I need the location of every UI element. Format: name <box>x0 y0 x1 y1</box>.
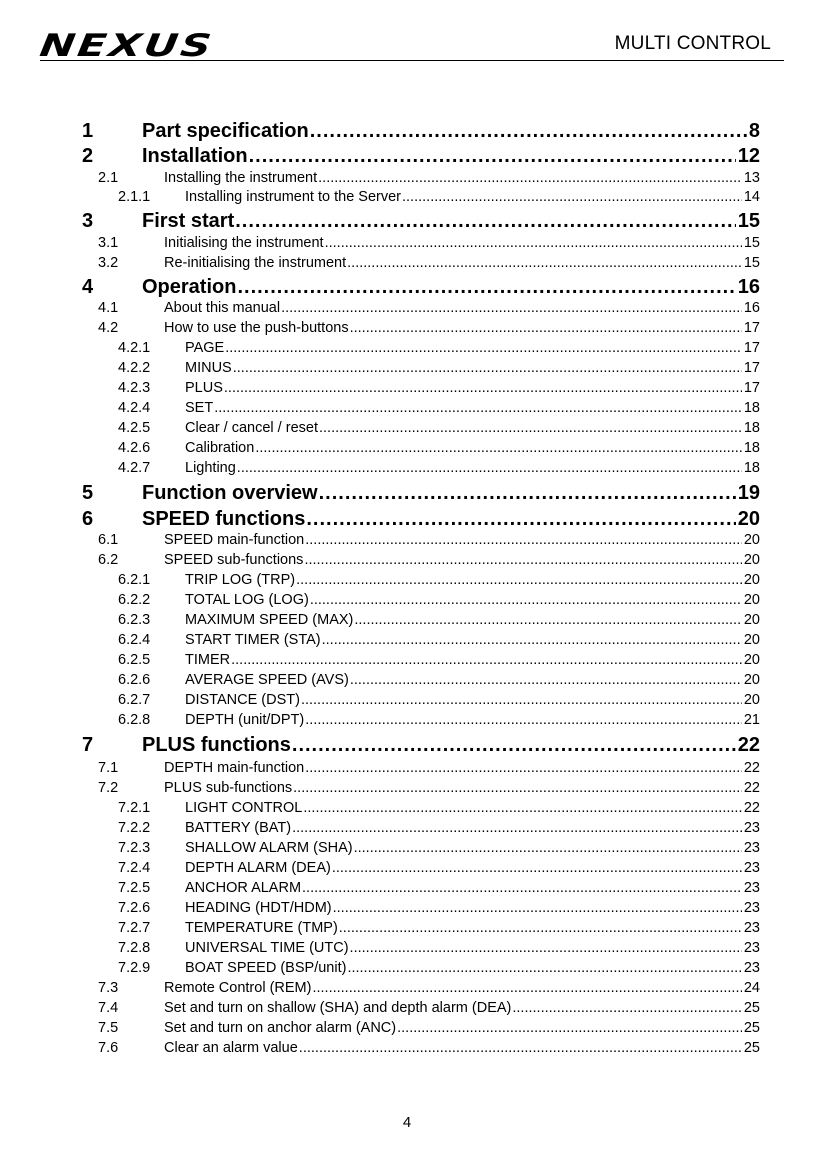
toc-entry-number: 6.2.1 <box>118 572 151 588</box>
toc-leader-dots <box>322 631 742 649</box>
toc-entry-title: Set and turn on shallow (SHA) and depth alarm (DEA) <box>164 1000 512 1016</box>
toc-entry-title: ANCHOR ALARM <box>185 880 302 896</box>
toc-leader-dots <box>402 188 742 206</box>
toc-entry[interactable] <box>118 671 760 689</box>
toc-entry[interactable] <box>98 319 760 337</box>
toc-entry-page: 13 <box>743 170 760 186</box>
toc-entry[interactable] <box>82 119 760 143</box>
toc-entry-number: 4.2.1 <box>118 340 151 356</box>
toc-entry-number: 7.2.2 <box>118 820 151 836</box>
toc-entry-page: 17 <box>743 360 760 376</box>
toc-entry-number: 6.2.3 <box>118 612 151 628</box>
toc-entry-page: 17 <box>743 320 760 336</box>
toc-entry[interactable] <box>118 631 760 649</box>
toc-entry-title: BATTERY (BAT) <box>185 820 292 836</box>
toc-entry-page: 23 <box>743 880 760 896</box>
toc-leader-dots <box>350 319 742 337</box>
toc-entry[interactable] <box>118 591 760 609</box>
toc-entry-number: 7.2.1 <box>118 800 151 816</box>
toc-entry-number: 4.2 <box>98 320 119 336</box>
toc-entry-page: 18 <box>743 440 760 456</box>
toc-leader-dots <box>296 571 742 589</box>
toc-entry-number: 4.2.2 <box>118 360 151 376</box>
toc-entry[interactable] <box>98 169 760 187</box>
toc-entry[interactable] <box>118 899 760 917</box>
toc-entry-page: 15 <box>743 255 760 271</box>
toc-entry-number: 7.2.6 <box>118 900 151 916</box>
toc-entry-title: Set and turn on anchor alarm (ANC) <box>164 1020 397 1036</box>
toc-entry-page: 17 <box>743 340 760 356</box>
toc-entry-page: 18 <box>743 420 760 436</box>
toc-entry-title: Operation <box>142 276 237 298</box>
toc-leader-dots <box>350 939 742 957</box>
toc-entry-title: Re-initialising the instrument <box>164 255 347 271</box>
toc-leader-dots <box>319 481 736 505</box>
toc-entry[interactable] <box>118 359 760 377</box>
toc-entry-number: 7.4 <box>98 1000 119 1016</box>
toc-entry[interactable] <box>118 399 760 417</box>
toc-leader-dots <box>310 591 742 609</box>
toc-entry[interactable] <box>118 799 760 817</box>
toc-entry-title: SPEED functions <box>142 508 306 530</box>
toc-entry-title: Calibration <box>185 440 255 456</box>
toc-entry[interactable] <box>98 979 760 997</box>
toc-entry-page: 15 <box>737 210 760 232</box>
toc-entry-title: MAXIMUM SPEED (MAX) <box>185 612 354 628</box>
toc-entry[interactable] <box>118 439 760 457</box>
toc-entry-number: 3.1 <box>98 235 119 251</box>
toc-entry-title: Initialising the instrument <box>164 235 324 251</box>
toc-leader-dots <box>303 799 742 817</box>
toc-entry-page: 19 <box>737 482 760 504</box>
toc-leader-dots <box>299 1039 742 1057</box>
toc-entry-number: 6.2.8 <box>118 712 151 728</box>
toc-entry[interactable] <box>82 209 760 233</box>
toc-entry[interactable] <box>82 144 760 168</box>
toc-entry-page: 22 <box>743 780 760 796</box>
toc-entry[interactable] <box>82 275 760 299</box>
toc-entry-page: 15 <box>743 235 760 251</box>
toc-leader-dots <box>354 839 742 857</box>
toc-leader-dots <box>354 611 741 629</box>
toc-entry-title: START TIMER (STA) <box>185 632 321 648</box>
toc-leader-dots <box>318 169 742 187</box>
toc-entry-page: 20 <box>743 692 760 708</box>
toc-leader-dots <box>305 531 742 549</box>
toc-leader-dots <box>292 819 742 837</box>
toc-entry-number: 2.1 <box>98 170 119 186</box>
toc-entry-number: 7.5 <box>98 1020 119 1036</box>
toc-leader-dots <box>225 339 742 357</box>
toc-entry-number: 7.2.5 <box>118 880 151 896</box>
toc-entry-number: 6.2.7 <box>118 692 151 708</box>
toc-entry-title: DEPTH (unit/DPT) <box>185 712 305 728</box>
toc-leader-dots <box>319 419 742 437</box>
toc-leader-dots <box>339 919 742 937</box>
toc-leader-dots <box>214 399 742 417</box>
toc-entry-page: 24 <box>743 980 760 996</box>
toc-entry-page: 16 <box>737 276 760 298</box>
toc-leader-dots <box>231 651 742 669</box>
toc-entry[interactable] <box>118 859 760 877</box>
toc-entry-page: 22 <box>743 760 760 776</box>
toc-leader-dots <box>233 359 742 377</box>
toc-entry[interactable] <box>118 188 760 206</box>
toc-entry-title: DEPTH main-function <box>164 760 305 776</box>
toc-leader-dots <box>293 779 742 797</box>
toc-entry[interactable] <box>98 1039 760 1057</box>
toc-entry[interactable] <box>98 531 760 549</box>
header-rule <box>40 60 784 61</box>
toc-entry-title: UNIVERSAL TIME (UTC) <box>185 940 349 956</box>
toc-entry[interactable] <box>118 651 760 669</box>
page-header <box>37 0 784 64</box>
toc-entry-title: BOAT SPEED (BSP/unit) <box>185 960 347 976</box>
toc-entry[interactable] <box>98 999 760 1017</box>
toc-entry-number: 4.2.5 <box>118 420 151 436</box>
toc-entry-title: PLUS <box>185 380 223 396</box>
toc-entry-title: Clear an alarm value <box>164 1040 298 1056</box>
toc-entry-title: MINUS <box>185 360 232 376</box>
toc-entry-page: 20 <box>743 652 760 668</box>
toc-entry-page: 21 <box>743 712 760 728</box>
toc-entry[interactable] <box>82 733 760 757</box>
toc-entry-page: 25 <box>743 1040 760 1056</box>
toc-entry[interactable] <box>98 299 760 317</box>
toc-entry-title: TEMPERATURE (TMP) <box>185 920 338 936</box>
toc-entry-number: 6.2 <box>98 552 119 568</box>
toc-leader-dots <box>333 899 742 917</box>
toc-entry[interactable] <box>98 779 760 797</box>
toc-entry[interactable] <box>118 959 760 977</box>
toc-leader-dots <box>350 671 742 689</box>
toc-entry-title: PLUS functions <box>142 734 291 756</box>
toc-entry-page: 12 <box>737 145 760 167</box>
toc-leader-dots <box>310 119 747 143</box>
toc-entry-title: SPEED sub-functions <box>164 552 304 568</box>
toc-entry-number: 4.2.6 <box>118 440 151 456</box>
toc-entry-title: Installing instrument to the Server <box>185 189 401 205</box>
toc-entry-title: Installation <box>142 145 248 167</box>
toc-entry-number: 7 <box>82 734 94 756</box>
toc-entry[interactable] <box>82 507 760 531</box>
toc-entry-page: 23 <box>743 920 760 936</box>
toc-entry[interactable] <box>118 879 760 897</box>
toc-entry[interactable] <box>98 759 760 777</box>
toc-entry[interactable] <box>118 839 760 857</box>
toc-entry-page: 14 <box>743 189 760 205</box>
toc-entry-page: 20 <box>743 612 760 628</box>
toc-entry-page: 20 <box>743 532 760 548</box>
toc-entry-title: DISTANCE (DST) <box>185 692 300 708</box>
toc-entry-page: 20 <box>743 672 760 688</box>
toc-leader-dots <box>235 209 736 233</box>
toc-leader-dots <box>224 379 742 397</box>
toc-entry[interactable] <box>118 691 760 709</box>
toc-entry-page: 20 <box>743 632 760 648</box>
toc-entry-page: 23 <box>743 860 760 876</box>
toc-entry-number: 5 <box>82 482 94 504</box>
toc-entry-number: 2.1.1 <box>118 189 151 205</box>
toc-entry-number: 6.2.5 <box>118 652 151 668</box>
toc-entry-title: SET <box>185 400 214 416</box>
toc-entry-page: 16 <box>743 300 760 316</box>
toc-entry-page: 20 <box>743 592 760 608</box>
toc-leader-dots <box>312 979 741 997</box>
toc-entry[interactable] <box>118 459 760 477</box>
toc-entry-page: 23 <box>743 940 760 956</box>
toc-entry-number: 7.2 <box>98 780 119 796</box>
toc-entry-page: 17 <box>743 380 760 396</box>
toc-entry-number: 4.2.3 <box>118 380 151 396</box>
page-number: 4 <box>402 1114 412 1131</box>
toc-entry-page: 8 <box>748 120 760 142</box>
toc-entry-page: 23 <box>743 820 760 836</box>
toc-entry-title: PAGE <box>185 340 225 356</box>
toc-leader-dots <box>304 551 741 569</box>
toc-entry-page: 22 <box>743 800 760 816</box>
toc-entry-number: 3.2 <box>98 255 119 271</box>
toc-entry[interactable] <box>118 339 760 357</box>
toc-leader-dots <box>292 733 736 757</box>
toc-entry-title: TOTAL LOG (LOG) <box>185 592 309 608</box>
toc-entry-page: 20 <box>737 508 760 530</box>
toc-entry-title: Remote Control (REM) <box>164 980 312 996</box>
toc-entry-title: TRIP LOG (TRP) <box>185 572 296 588</box>
toc-leader-dots <box>347 959 741 977</box>
toc-entry-title: AVERAGE SPEED (AVS) <box>185 672 349 688</box>
toc-entry-page: 23 <box>743 960 760 976</box>
toc-entry-number: 6.2.2 <box>118 592 151 608</box>
toc-leader-dots <box>237 459 742 477</box>
toc-entry-title: HEADING (HDT/HDM) <box>185 900 332 916</box>
toc-entry-title: Part specification <box>142 120 309 142</box>
toc-entry-number: 6 <box>82 508 94 530</box>
toc-entry-title: DEPTH ALARM (DEA) <box>185 860 331 876</box>
toc-entry-number: 7.2.8 <box>118 940 151 956</box>
toc-entry[interactable] <box>118 919 760 937</box>
toc-entry-page: 22 <box>737 734 760 756</box>
toc-leader-dots <box>281 299 742 317</box>
toc-entry-title: SPEED main-function <box>164 532 305 548</box>
toc-entry-number: 7.2.7 <box>118 920 151 936</box>
toc-entry-number: 7.2.3 <box>118 840 151 856</box>
toc-leader-dots <box>305 759 742 777</box>
toc-entry-number: 7.2.4 <box>118 860 151 876</box>
toc-entry[interactable] <box>82 481 760 505</box>
toc-entry-page: 20 <box>743 552 760 568</box>
toc-entry[interactable] <box>118 571 760 589</box>
toc-leader-dots <box>249 144 736 168</box>
toc-entry-page: 23 <box>743 840 760 856</box>
toc-entry-number: 7.1 <box>98 760 119 776</box>
toc-leader-dots <box>237 275 735 299</box>
toc-entry-number: 6.1 <box>98 532 119 548</box>
toc-entry-number: 7.3 <box>98 980 119 996</box>
toc-entry[interactable] <box>118 419 760 437</box>
toc-entry-title: Function overview <box>142 482 318 504</box>
toc-entry[interactable] <box>98 1019 760 1037</box>
toc-leader-dots <box>512 999 741 1017</box>
toc-entry-number: 6.2.4 <box>118 632 151 648</box>
toc-entry[interactable] <box>98 551 760 569</box>
nexus-logo: NEXUS <box>37 28 217 64</box>
toc-entry-title: TIMER <box>185 652 231 668</box>
toc-entry-page: 20 <box>743 572 760 588</box>
toc-entry-title: Installing the instrument <box>164 170 318 186</box>
toc-entry-page: 23 <box>743 900 760 916</box>
toc-leader-dots <box>305 711 742 729</box>
toc-leader-dots <box>397 1019 742 1037</box>
toc-entry-number: 7.6 <box>98 1040 119 1056</box>
toc-entry-number: 3 <box>82 210 94 232</box>
toc-entry-number: 4.2.4 <box>118 400 151 416</box>
toc-entry[interactable] <box>118 819 760 837</box>
toc-entry-number: 4.2.7 <box>118 460 151 476</box>
toc-entry[interactable] <box>118 939 760 957</box>
toc-entry-title: Lighting <box>185 460 236 476</box>
toc-leader-dots <box>306 507 735 531</box>
toc-entry-title: About this manual <box>164 300 281 316</box>
toc-entry[interactable] <box>98 254 760 272</box>
toc-leader-dots <box>302 879 742 897</box>
toc-entry-title: First start <box>142 210 235 232</box>
toc-entry-page: 25 <box>743 1000 760 1016</box>
toc-entry-title: How to use the push-buttons <box>164 320 349 336</box>
toc-entry-number: 6.2.6 <box>118 672 151 688</box>
toc-entry[interactable] <box>118 379 760 397</box>
toc-entry-page: 25 <box>743 1020 760 1036</box>
toc-leader-dots <box>255 439 742 457</box>
toc-leader-dots <box>347 254 742 272</box>
toc-entry[interactable] <box>118 711 760 729</box>
toc-entry-page: 18 <box>743 460 760 476</box>
toc-entry-number: 2 <box>82 145 94 167</box>
toc-entry-number: 4.1 <box>98 300 119 316</box>
toc-entry-page: 18 <box>743 400 760 416</box>
toc-entry[interactable] <box>118 611 760 629</box>
toc-entry-number: 7.2.9 <box>118 960 151 976</box>
toc-leader-dots <box>332 859 742 877</box>
toc-entry-number: 4 <box>82 276 94 298</box>
document-title: MULTI CONTROL <box>614 33 771 54</box>
toc-entry-number: 1 <box>82 120 94 142</box>
toc-entry-title: Clear / cancel / reset <box>185 420 318 436</box>
toc-entry-title: LIGHT CONTROL <box>185 800 303 816</box>
toc-entry[interactable] <box>98 234 760 252</box>
toc-leader-dots <box>301 691 742 709</box>
toc-leader-dots <box>325 234 742 252</box>
toc-entry-title: SHALLOW ALARM (SHA) <box>185 840 353 856</box>
toc-entry-title: PLUS sub-functions <box>164 780 293 796</box>
